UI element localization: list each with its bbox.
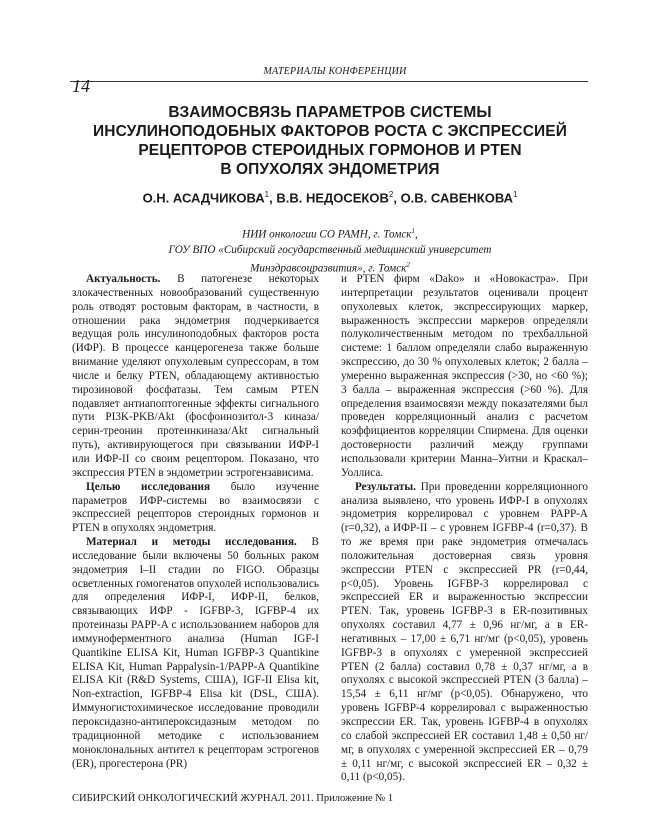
title-line: В ОПУХОЛЯХ ЭНДОМЕТРИЯ xyxy=(220,161,440,178)
body-column-left xyxy=(72,273,319,771)
author-name: О.Н. АСАДЧИКОВА xyxy=(142,190,265,206)
author-affiliation-mark: 1 xyxy=(264,190,270,199)
paragraph-text: и PTEN фирм «Dako» и «Новокастра». При интерпретации результатов оценивали процент опухолевых клеток, экспрессирующих маркер, выраженность экспрессии маркеров определяли полуколичественным методом по трехбалльной системе: 1 баллом определяли слабо выраженную экспрессию, до 30 % опухолевых клеток; 2 балла – умеренно выраженная экспрессия (>30, но <60 %); 3 балла – выраженная экспрессия (>60 %). Для определения взаимосвязи между показателями был проведен корреляционный анализ с расчетом коэффициентов корреляции Спирмена. Для оценки достоверности различий между группами использовали критерии Манна–Уитни и Краскал–Уоллиса. xyxy=(341,273,588,479)
title-line: РЕЦЕПТОРОВ СТЕРОИДНЫХ ГОРМОНОВ И PTEN xyxy=(138,142,522,159)
page-number: 14 xyxy=(72,76,90,96)
paragraph-aim xyxy=(72,481,319,536)
paragraph-results xyxy=(341,481,588,786)
paragraph-text: было изучение параметров ИФР-системы во взаимосвязи с экспрессией рецепторов стероидных гормонов и PTEN в опухолях эндометрия. xyxy=(72,480,319,535)
author-name: В.В. НЕДОСЕКОВ xyxy=(276,190,389,206)
header-rule xyxy=(70,81,588,82)
author-affiliation-mark: 2 xyxy=(388,190,394,199)
paragraph-text: В исследование были включены 50 больных раком эндометрия I–II стадии по FIGO. Образцы осветленных гомогенатов опухолей использовались для определения ИФР-I, ИФР-II, белков, связывающих ИФР - IGFBP-3, IGFBP-4 их протеиназы PAPP-A с использованием наборов для иммуноферментного анализа (Human IGF-I Quantikine ELISA Kit, Human IGFBP-3 Quantikine ELISA Kit, Human Pappalysin-1/PAPP-A Quantikine ELISA Kit (R&D Systems, США), IGF-II Elisa kit, Non-extraction, IGFBP-4 Elisa kit (DSL, США). Иммуногистохимическое исследование проводили пероксидазно-антипероксидазным методом по традиционной методике с использованием моноклональных антител к рецепторам эстрогенов (ER), прогестерона (PR) xyxy=(72,536,319,770)
paragraph-methods-continued xyxy=(341,273,588,481)
affiliation-line: ГОУ ВПО «Сибирский государственный медицинский университет xyxy=(168,243,492,256)
author-name: О.В. САВЕНКОВА xyxy=(400,190,513,206)
section-heading: Актуальность. xyxy=(86,273,161,285)
section-heading: Результаты. xyxy=(355,480,416,493)
author-separator: , xyxy=(269,190,277,206)
paragraph-text: При проведении корреляционного анализа выявлено, что уровень ИФР-I в опухолях эндометрия коррелировал с уровнем PAPP-A (r=0,32), а ИФР-II – с уровнем IGFBP-4 (r=0,37). В то же время при раке эндометрия отмечалась положительная достоверная связь уровня экспрессии PTEN с экспрессией PR (r=0,44, p<0,05). Уровень IGFBP-3 коррелировал с экспрессией ER и выраженностью экспрессии PTEN. Так, уровень IGFBP-3 в ER-позитивных опухолях составил 4,77 ± 0,96 нг/мг, а в ER-негативных – 17,00 ± 6,71 нг/мг (p<0,05), уровень IGFBP-3 в опухолях с умеренной экспрессией PTEN (2 балла) составил 0,78 ± 0,37 нг/мг, а в опухолях с высокой экспрессией PTEN (3 балла) – 15,54 ± 6,11 нг/мг (p<0,05). Обнаружено, что уровень IGFBP-4 коррелировал с выраженностью экспрессии ER. Так, уровень IGFBP-4 в опухолях со слабой экспрессией ER составил 1,48 ± 0,50 нг/мг, в опухолях с умеренной экспрессией ER – 0,79 ± 0,11 нг/мг, с высокой экспрессией ER – 0,32 ± 0,11 (p<0,05). xyxy=(341,480,588,784)
affiliation-line: НИИ онкологии СО РАМН, г. Томск$^1$, xyxy=(242,227,418,241)
journal-footer: СИБИРСКИЙ ОНКОЛОГИЧЕСКИЙ ЖУРНАЛ. 2011. Приложение № 1 xyxy=(72,793,394,804)
paragraph-text: В патогенезе некоторых злокачественных новообразований существенную роль отводят ростовым факторам, в частности, в отношении рака эндометрия подчеркивается ведущая роль инсулиноподобных факторов роста (ИФР). В процессе канцерогенеза также больше внимание уделяют опухолевым супрессорам, в том числе и белку PTEN, обладающему активностью тирозиновой фосфатазы. Тем самым PTEN подавляет антиапоптогенные эффекты сигнального пути PI3K-PKB/Akt (фосфоинозитол-3 киназа/серин-треонин протеинкиназа/Akt сигнальный путь), активирующегося при связывании ИФР-I или ИФР-II со своим рецептором. Показано, что экспрессия PTEN в эндометрии эстрогензависима. xyxy=(72,273,319,479)
author-affiliation-mark: 1 xyxy=(512,190,518,199)
article-title xyxy=(90,103,570,179)
title-line: ВЗАИМОСВЯЗЬ ПАРАМЕТРОВ СИСТЕМЫ xyxy=(168,104,492,121)
section-heading: Материал и методы исследования. xyxy=(86,536,297,549)
affiliation-line: Минздравсоцразвития», г. Томск$^2$ xyxy=(250,260,410,275)
paragraph-methods xyxy=(72,536,319,771)
section-heading: Целью исследования xyxy=(86,480,211,493)
paragraph-relevance xyxy=(72,273,319,481)
author-list xyxy=(90,190,570,205)
body-column-right xyxy=(341,273,588,785)
affiliations xyxy=(90,224,570,276)
title-line: ИНСУЛИНОПОДОБНЫХ ФАКТОРОВ РОСТА С ЭКСПРЕССИЕЙ xyxy=(93,123,567,140)
author-separator: , xyxy=(393,190,401,206)
running-head: МАТЕРИАЛЫ КОНФЕРЕНЦИИ xyxy=(263,66,407,77)
